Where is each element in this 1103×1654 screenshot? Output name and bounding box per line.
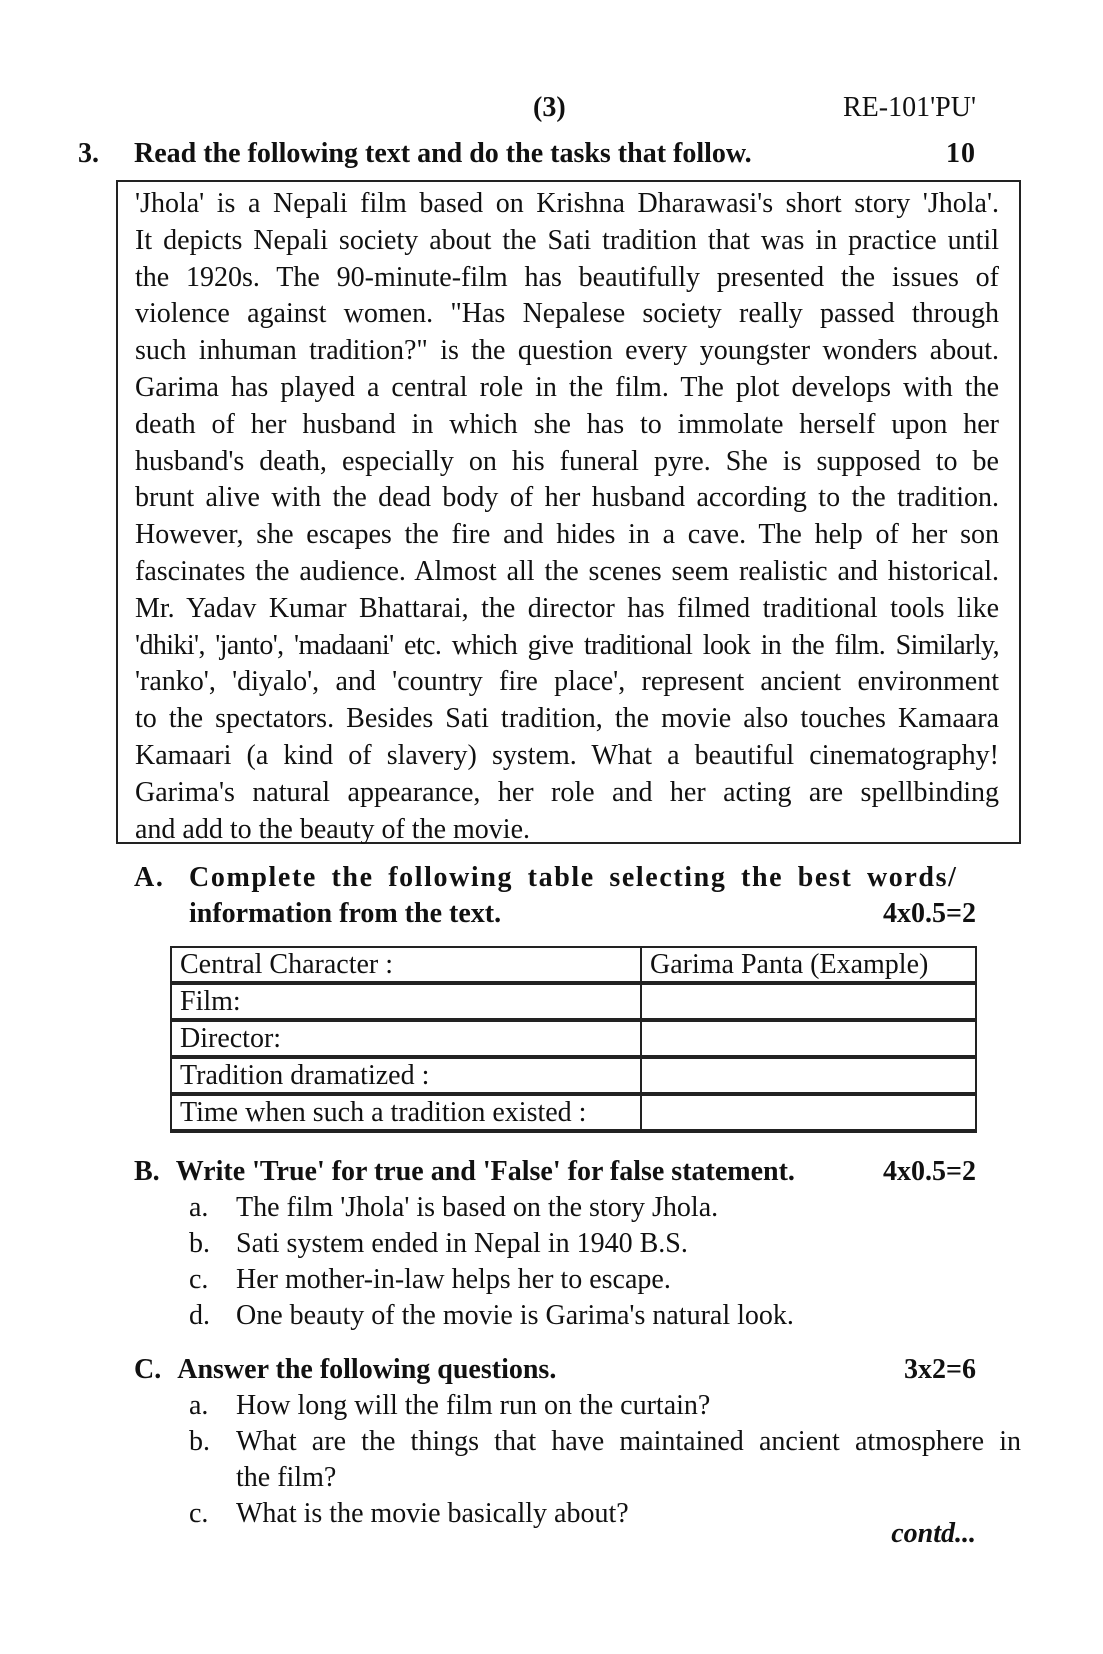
section-b-title: Write 'True' for true and 'False' for false statement. <box>175 1156 795 1187</box>
table-value-cell[interactable] <box>641 1094 976 1131</box>
item-label: d. <box>189 1300 210 1331</box>
table-key-cell: Film: <box>171 983 641 1020</box>
table-row <box>171 947 976 983</box>
continued-note: contd... <box>891 1518 976 1549</box>
section-c-title: Answer the following questions. <box>177 1354 557 1385</box>
question-number: 3. <box>78 138 99 169</box>
passage-line: 'Jhola' is a Nepali film based on Krishna Dharawasi's short story 'Jhola'. <box>135 188 999 219</box>
item-text: What are the things that have maintained ancient atmosphere in <box>236 1426 1021 1457</box>
section-c-letter: C. <box>134 1354 162 1385</box>
item-label: a. <box>189 1192 209 1223</box>
item-label: c. <box>189 1264 209 1295</box>
passage-line: 'dhiki', 'janto', 'madaani' etc. which give traditional look in the film. Similarly, <box>135 629 999 661</box>
section-c-marks: 3x2=6 <box>904 1354 976 1385</box>
section-a-marks: 4x0.5=2 <box>883 898 976 929</box>
table-value-cell[interactable] <box>641 1057 976 1094</box>
item-text: The film 'Jhola' is based on the story Jhola. <box>236 1192 719 1223</box>
item-label: c. <box>189 1498 209 1529</box>
table-key-cell: Director: <box>171 1020 641 1057</box>
section-a-letter: A. <box>134 862 165 893</box>
section-a-heading <box>134 862 1021 894</box>
item-label: a. <box>189 1390 209 1421</box>
section-b-heading <box>134 1156 795 1188</box>
passage-line: to the spectators. Besides Sati tradition, the movie also touches Kamaara <box>135 703 999 735</box>
passage-line: violence against women. "Has Nepalese society really passed through <box>135 298 999 330</box>
table-key-cell: Tradition dramatized : <box>171 1057 641 1094</box>
passage-line: However, she escapes the fire and hides in a cave. The help of her son <box>135 519 999 551</box>
item-label: b. <box>189 1426 210 1457</box>
section-b-marks: 4x0.5=2 <box>883 1156 976 1187</box>
table-row <box>171 1020 976 1057</box>
table-value-cell[interactable] <box>641 983 976 1020</box>
passage-line: Garima's natural appearance, her role and her acting are spellbinding <box>135 776 999 808</box>
item-text: Her mother-in-law helps her to escape. <box>236 1264 671 1295</box>
item-label: b. <box>189 1228 210 1259</box>
question-instruction: Read the following text and do the tasks that follow. <box>134 138 752 169</box>
table-key-cell: Time when such a tradition existed : <box>171 1094 641 1131</box>
item-text: One beauty of the movie is Garima's natural look. <box>236 1300 794 1331</box>
table-value-cell: Garima Panta (Example) <box>641 947 976 983</box>
passage-line: It depicts Nepali society about the Sati tradition that was in practice until <box>135 224 999 256</box>
item-text: How long will the film run on the curtain? <box>236 1390 711 1421</box>
passage-line: husband's death, especially on his funeral pyre. She is supposed to be <box>135 445 999 477</box>
section-c-heading <box>134 1354 556 1386</box>
passage-line: Garima has played a central role in the film. The plot develops with the <box>135 371 999 403</box>
table-row <box>171 1057 976 1094</box>
passage-line: brunt alive with the dead body of her husband according to the tradition. <box>135 482 999 514</box>
table-value-cell[interactable] <box>641 1020 976 1057</box>
item-text-continued: the film? <box>236 1462 337 1493</box>
table-row <box>171 1094 976 1131</box>
passage-line: 'ranko', 'diyalo', and 'country fire place', represent ancient environment <box>135 666 999 698</box>
passage-line: such inhuman tradition?" is the question every youngster wonders about. <box>135 335 999 367</box>
table-key-cell: Central Character : <box>171 947 641 983</box>
section-a-title-line1: Complete the following table selecting the best words/ <box>189 862 958 893</box>
item-text: What is the movie basically about? <box>236 1498 629 1529</box>
section-b-letter: B. <box>134 1156 160 1187</box>
reading-passage <box>116 180 1021 844</box>
item-text: Sati system ended in Nepal in 1940 B.S. <box>236 1228 688 1259</box>
question-marks: 10 <box>946 138 976 169</box>
paper-code: RE-101'PU' <box>843 92 976 123</box>
passage-line: and add to the beauty of the movie. <box>135 813 530 845</box>
passage-line: the 1920s. The 90-minute-film has beautifully presented the issues of <box>135 261 999 293</box>
table-row <box>171 983 976 1020</box>
completion-table <box>170 946 977 1133</box>
passage-line: Kamaari (a kind of slavery) system. What a beautiful cinematography! <box>135 739 999 771</box>
passage-line: fascinates the audience. Almost all the scenes seem realistic and historical. <box>135 555 999 587</box>
passage-line: death of her husband in which she has to immolate herself upon her <box>135 408 999 440</box>
section-a-title-line2: information from the text. <box>189 898 502 929</box>
passage-line: Mr. Yadav Kumar Bhattarai, the director has filmed traditional tools like <box>135 592 999 624</box>
page-number: (3) <box>533 92 566 123</box>
